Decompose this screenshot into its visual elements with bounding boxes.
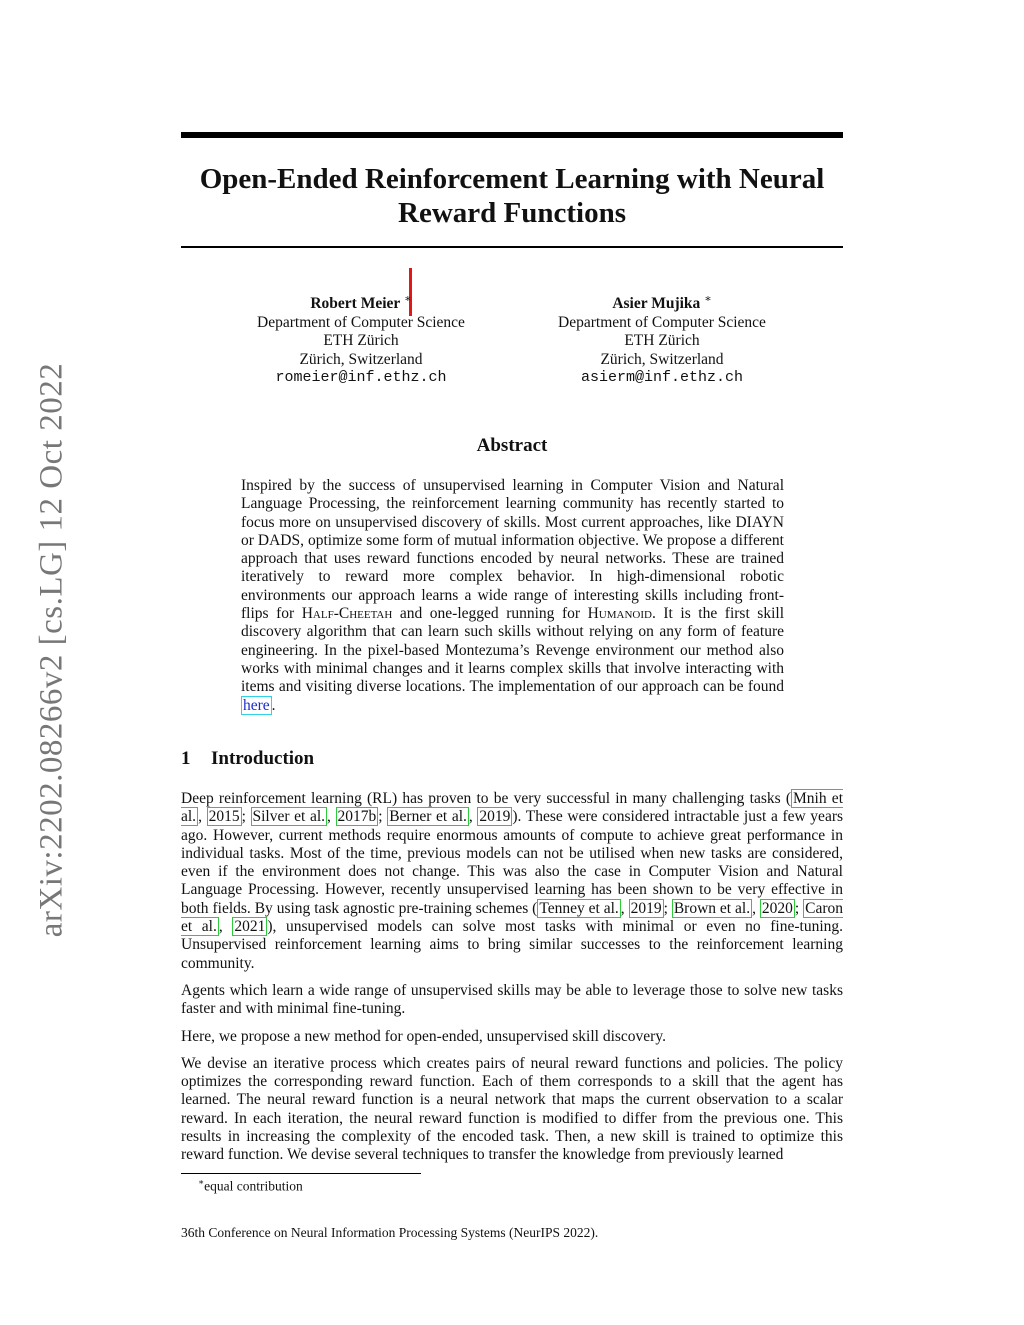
citation-link[interactable]: Berner et al. (389, 808, 467, 826)
citation-link[interactable]: 2017b (337, 808, 377, 826)
text-run: , (468, 808, 478, 826)
intro-paragraph-1 (181, 790, 843, 973)
citation-link[interactable]: Silver et al. (252, 808, 326, 826)
abstract-heading: Abstract (476, 435, 548, 456)
title-rule-top (181, 132, 843, 138)
env-name-half-cheetah: Half-Cheetah (301, 605, 393, 623)
text-run: , (327, 808, 336, 826)
arxiv-stamp: arXiv:2202.08266v2 [cs.LG] 12 Oct 2022 (33, 362, 70, 938)
abstract-part: . (271, 696, 276, 714)
section-title: Introduction (211, 748, 315, 769)
env-name-humanoid: Humanoid (587, 605, 652, 623)
abstract-part: . It is the first skill discovery algorithm that can learn such skills without relying on any form of feature engineering. In the pixel-based Montezuma’s Revenge environment our method also works with minimal changes and it learns complex skills that involve interacting with items and visiting diverse locations. The implementation of our approach can be found (241, 605, 784, 696)
citation-link[interactable]: Caron et al. (181, 899, 844, 936)
author-city: Zürich, Switzerland (299, 350, 423, 368)
citation-link[interactable]: 2015 (208, 808, 240, 826)
venue-note: 36th Conference on Neural Information Processing Systems (NeurIPS 2022). (181, 1225, 599, 1240)
text-run: ). These were considered intractable just a few years ago. However, current methods require enormous amounts of compute to achieve great performance in individual tasks. Most of the time, previous models can not be utilised when new tasks are considered, even if the environment does not change. This was also the case in Computer Vision and Natural Language Processing. However, recently unsupervised learning has been shown to be very effective in both fields. By using task agnostic pre-training schemes ( (181, 808, 844, 917)
author-institution: ETH Zürich (323, 332, 399, 349)
citation-link[interactable]: Brown et al. (673, 899, 751, 917)
text-run: ; (663, 899, 672, 917)
citation-link[interactable]: Tenney et al. (539, 899, 619, 917)
footnote (198, 1177, 303, 1195)
abstract-text (241, 477, 784, 715)
text-run: , (752, 899, 760, 917)
author-email[interactable]: romeier@inf.ethz.ch (275, 369, 447, 386)
text-run: ; (241, 808, 251, 826)
text-run: ), unsupervised models can solve most tasks with minimal or even no fine-tuning. Unsupervised reinforcement learning aims to bring similar successes to the reinforcement learning community. (181, 918, 843, 972)
citation-link[interactable]: 2021 (234, 918, 266, 936)
author-department: Department of Computer Science (257, 313, 465, 331)
title-line-2: Reward Functions (398, 197, 626, 229)
intro-paragraph-2: Agents which learn a wide range of unsupervised skills may be able to leverage those to solve new tasks faster and with minimal fine-tuning. (181, 981, 843, 1018)
section-heading-introduction (181, 748, 314, 770)
footnote-text: equal contribution (204, 1178, 303, 1194)
author-block-1 (211, 292, 511, 388)
text-run: , (198, 808, 207, 826)
introduction-body (181, 790, 843, 1174)
intro-paragraph-4: We devise an iterative process which creates pairs of neural reward functions and policies. The policy optimizes the corresponding reward function. Each of them corresponds to a skill that the agent has learned. The neural reward function is a neural network that maps the current observation to a scalar reward. In each iteration, the neural reward function is modified to differ from the previous one. This results in increasing the complexity of the encoded task. Then, a new skill is trained to optimize this reward function. We devise several techniques to transfer the knowledge from previously learned (181, 1054, 843, 1164)
text-run: ; (794, 899, 804, 917)
author-department: Department of Computer Science (558, 313, 766, 331)
author-city: Zürich, Switzerland (600, 350, 724, 368)
abstract-part: Inspired by the success of unsupervised learning in Computer Vision and Natural Language Processing, the reinforcement learning community has recently started to focus more on unsupervised discovery of skills. Most current approaches, like DIAYN or DADS, optimize some form of mutual information objective. We propose a different approach that uses reward functions encoded by neural networks. These are trained iteratively to reward more complex behavior. In high-dimensional robotic environments our approach learns a wide range of interesting skills including front-flips for (241, 477, 784, 623)
section-number: 1 (181, 748, 191, 769)
author-email[interactable]: asierm@inf.ethz.ch (580, 369, 744, 386)
citation-link[interactable]: 2020 (761, 899, 793, 917)
author-name: Robert Meier (310, 295, 401, 312)
implementation-link[interactable]: here (243, 696, 270, 714)
citation-link[interactable]: 2019 (479, 808, 511, 826)
text-run: ; (378, 808, 388, 826)
author-block-2 (512, 292, 812, 388)
paper-title (181, 162, 843, 230)
intro-paragraph-3: Here, we propose a new method for open-ended, unsupervised skill discovery. (181, 1027, 666, 1045)
text-run: , (620, 899, 629, 917)
author-footnote-mark: ∗ (704, 292, 712, 305)
title-rule-bottom (181, 246, 843, 248)
text-run: Deep reinforcement learning (RL) has proven to be very successful in many challenging tasks ( (181, 790, 792, 807)
author-name: Asier Mujika (612, 295, 701, 312)
title-line-1: Open-Ended Reinforcement Learning with Neural (199, 163, 825, 195)
author-institution: ETH Zürich (624, 332, 700, 349)
citation-link[interactable]: 2019 (630, 899, 662, 917)
footnote-mark: ∗ (198, 1177, 205, 1187)
abstract-part: and one-legged running for (392, 605, 588, 623)
text-run: , (218, 918, 233, 936)
footnote-rule (181, 1173, 421, 1174)
citation-link[interactable]: Mnih et al. (181, 790, 843, 826)
author-footnote-mark: ∗ (404, 292, 412, 305)
